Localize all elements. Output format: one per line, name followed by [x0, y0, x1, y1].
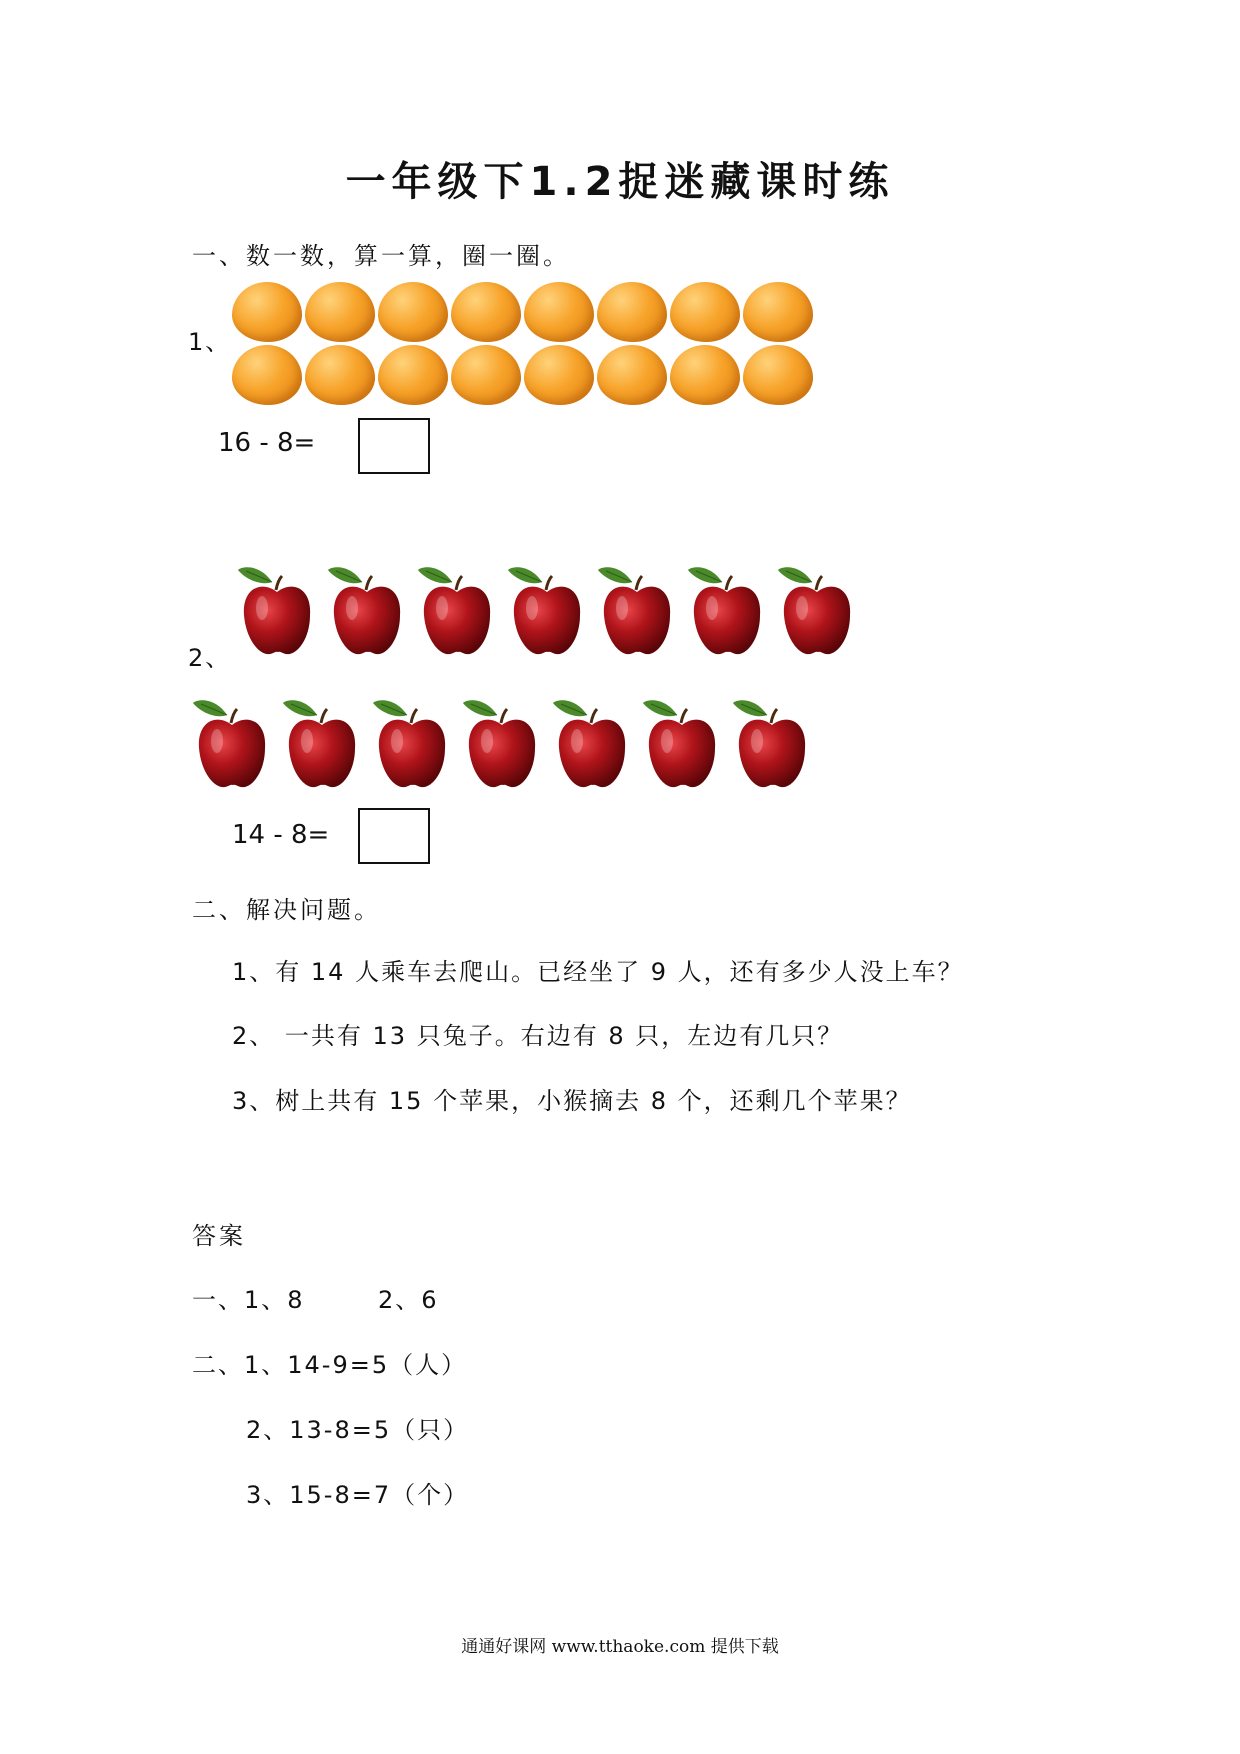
- orange-row: [232, 345, 816, 405]
- apple-icon: [547, 693, 637, 793]
- orange-icon: [305, 345, 375, 405]
- orange-icon: [232, 345, 302, 405]
- apple-icon: [637, 693, 727, 793]
- orange-icon: [743, 345, 813, 405]
- apple-icon: [322, 560, 412, 660]
- answer-line-1a: 一、1、8: [192, 1286, 305, 1314]
- apple-icon: [772, 560, 862, 660]
- apple-icon: [277, 693, 367, 793]
- apple-icon: [457, 693, 547, 793]
- orange-icon: [378, 345, 448, 405]
- problem-1: 1、有 14 人乘车去爬山。已经坐了 9 人，还有多少人没上车？: [232, 958, 964, 986]
- page-title: 一年级下1.2捉迷藏课时练: [345, 159, 895, 205]
- answer-line-1b: 2、6: [378, 1286, 439, 1314]
- answer-line-4: 3、15-8=7（个）: [246, 1481, 470, 1509]
- orange-icon: [597, 345, 667, 405]
- section2-heading: 二、解决问题。: [192, 896, 381, 924]
- apple-row: [187, 693, 817, 793]
- orange-group: [232, 282, 816, 405]
- orange-icon: [743, 282, 813, 342]
- orange-icon: [378, 282, 448, 342]
- q1-label: 1、: [188, 328, 232, 356]
- orange-icon: [232, 282, 302, 342]
- q2-equation: 14 - 8=: [232, 820, 330, 850]
- orange-row: [232, 282, 816, 342]
- apple-row: [232, 560, 862, 660]
- orange-icon: [305, 282, 375, 342]
- apple-icon: [502, 560, 592, 660]
- apple-icon: [367, 693, 457, 793]
- q1-equation: 16 - 8=: [218, 428, 316, 458]
- apple-icon: [412, 560, 502, 660]
- answer-line-2: 二、1、14-9=5（人）: [192, 1351, 468, 1379]
- apple-icon: [682, 560, 772, 660]
- orange-icon: [451, 282, 521, 342]
- problem-2: 2、 一共有 13 只兔子。右边有 8 只，左边有几只？: [232, 1022, 844, 1050]
- q2-answer-box[interactable]: [358, 808, 430, 864]
- orange-icon: [597, 282, 667, 342]
- q2-label: 2、: [188, 644, 232, 672]
- problem-3: 3、树上共有 15 个苹果，小猴摘去 8 个，还剩几个苹果？: [232, 1087, 912, 1115]
- orange-icon: [670, 282, 740, 342]
- apple-icon: [187, 693, 277, 793]
- orange-icon: [524, 345, 594, 405]
- answer-line-3: 2、13-8=5（只）: [246, 1416, 470, 1444]
- answers-heading: 答案: [192, 1222, 246, 1250]
- footer-credit: 通通好课网 www.tthaoke.com 提供下载: [461, 1637, 779, 1657]
- section1-heading: 一、数一数，算一算，圈一圈。: [192, 242, 570, 270]
- orange-icon: [451, 345, 521, 405]
- orange-icon: [524, 282, 594, 342]
- apple-icon: [592, 560, 682, 660]
- apple-icon: [727, 693, 817, 793]
- q1-answer-box[interactable]: [358, 418, 430, 474]
- apple-icon: [232, 560, 322, 660]
- orange-icon: [670, 345, 740, 405]
